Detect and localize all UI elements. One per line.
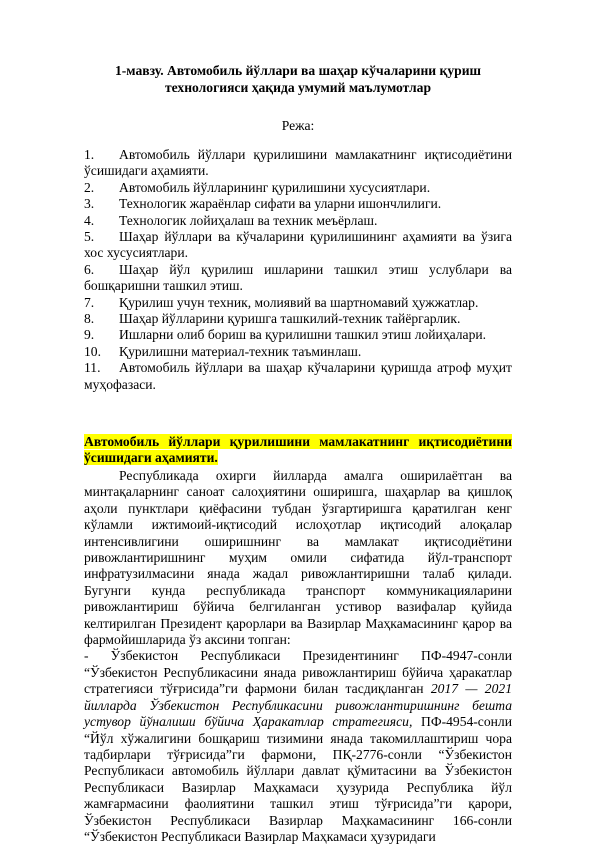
plan-heading: Режа: <box>281 118 315 133</box>
paragraph-1: Республикада охирги йилларда амалга оширилаётган ва минтақаларнинг саноат салоҳиятини оширишга, шаҳарлар ва қишлоқ аҳоли пунктлари қиёфасини тубдан ўзгартиришга қаратилган кенг кўламли ижтимоий-иқтисодий ислоҳотлар иқтисодий алоқалар интенсивлигини оширишнинг ва мамлакат иқтисодиётини ривожлантиришнинг муҳим омили сифатида йўл-транспорт инфратузилмасини янада жадал ривожлантиришни талаб қилади. Бугунги кунда республикада транспорт коммуникацияларини ривожлантириш бўйича белгиланган устивор вазифалар қуйида келтирилган Президент қарорлари ва Вазирлар Маҳкамасининг қарор ва фармойишларида ўз аксини топган: <box>84 468 512 648</box>
paragraph-2-part-1: - Ўзбекистон Республикаси Президентининг ПФ-4947-сонли “Ўзбекистон Республикасини янада ривожлантириш бўйича ҳаракатлар стратегияси тўғрисида”ги фармони билан тасдиқланган <box>84 648 512 697</box>
plan-item <box>84 213 512 229</box>
paragraph-2-part-2: ПФ-4954-сонли “Йўл хўжалигини бошқариш тизимини янада такомиллаштириш чора тадбирлари тўғрисида”ги фармони, ПҚ-2776-сонли “Ўзбекистон Республикаси автомобиль йўллари давлат қўмитасини ва Ўзбекистон Республикаси Вазирлар Маҳкамаси ҳузурида Республика йўл жамғармасини фаолиятини ташкил этиш тўғрисида”ги қарори, Ўзбекистон Республикаси Вазирлар Маҳкамасининг 166-сонли “Ўзбекистон Республикаси Вазирлар Маҳкамаси ҳузуридаги <box>84 714 512 844</box>
plan-item-number: 11. <box>84 360 101 376</box>
paragraph-2-italic: 2017 — 2021 йилларда Ўзбекистон Республикасини ривожлантиришнинг бешта устувор йўналиши бўйича Ҳаракатлар стратегияси, <box>84 681 512 730</box>
plan-item-number: 7. <box>84 294 95 310</box>
plan-item-number: 1. <box>84 147 95 162</box>
plan-item <box>84 360 512 393</box>
plan-item <box>84 344 512 360</box>
plan-item-number: 3. <box>84 196 95 212</box>
plan-item-number: 9. <box>84 327 95 343</box>
plan-item-text: Ишларни олиб бориш ва қурилишни ташкил этиш лойиҳалари. <box>119 327 487 343</box>
plan-item <box>84 180 512 196</box>
plan-item-text: Технологик жараёнлар сифати ва уларни ишончлилиги. <box>119 196 442 212</box>
plan-list <box>84 147 512 393</box>
plan-item-number: 10. <box>84 343 101 359</box>
plan-item <box>84 147 512 180</box>
plan-item-number: 2. <box>84 179 95 195</box>
plan-item-text: Қурилишни материал-техник таъминлаш. <box>119 343 362 359</box>
highlighted-heading: Автомобиль йўллари қурилишини мамлакатнинг иқтисодиётини ўсишидаги аҳамияти. <box>84 434 512 466</box>
plan-item <box>84 311 512 327</box>
plan-item-number: 5. <box>84 229 95 245</box>
plan-item-number: 6. <box>84 261 95 277</box>
document-title <box>84 63 512 96</box>
title-line-2: технологияси ҳақида умумий маълумотлар <box>164 79 432 95</box>
plan-item-number: 4. <box>84 212 95 228</box>
plan-item <box>84 327 512 343</box>
plan-item-text: Шаҳар йўллари ва кўчаларини қурилишининг аҳамияти ва ўзига хос хусусиятлари. <box>84 229 512 261</box>
title-line-1: 1-мавзу. Автомобиль йўллари ва шаҳар кўчаларини қуриш <box>114 63 482 78</box>
plan-item-text: Автомобиль йўллари қурилишини мамлакатнинг иқтисодиётини ўсишидаги аҳамияти. <box>84 147 512 179</box>
paragraph-2 <box>84 648 512 845</box>
plan-item-text: Автомобиль йўллари ва шаҳар кўчаларини қуришда атроф муҳит муҳофазаси. <box>84 360 512 392</box>
section-heading <box>84 434 512 467</box>
plan-item <box>84 196 512 212</box>
plan-item-text: Қурилиш учун техник, молиявий ва шартномавий ҳужжатлар. <box>119 294 479 310</box>
plan-item-number: 8. <box>84 311 95 327</box>
plan-item <box>84 262 512 295</box>
plan-item-text: Автомобиль йўлларининг қурилишини хусусиятлари. <box>119 179 431 195</box>
plan-item <box>84 295 512 311</box>
plan-item-text: Шаҳар йўлларини қуришга ташкилий-техник тайёргарлик. <box>119 311 461 327</box>
plan-item-text: Технологик лойиҳалаш ва техник меъёрлаш. <box>119 212 378 228</box>
body-text <box>84 468 512 845</box>
plan-item-text: Шаҳар йўл қурилиш ишларини ташкил этиш услублари ва бошқаришни ташкил этиш. <box>84 261 512 294</box>
plan-item <box>84 229 512 262</box>
